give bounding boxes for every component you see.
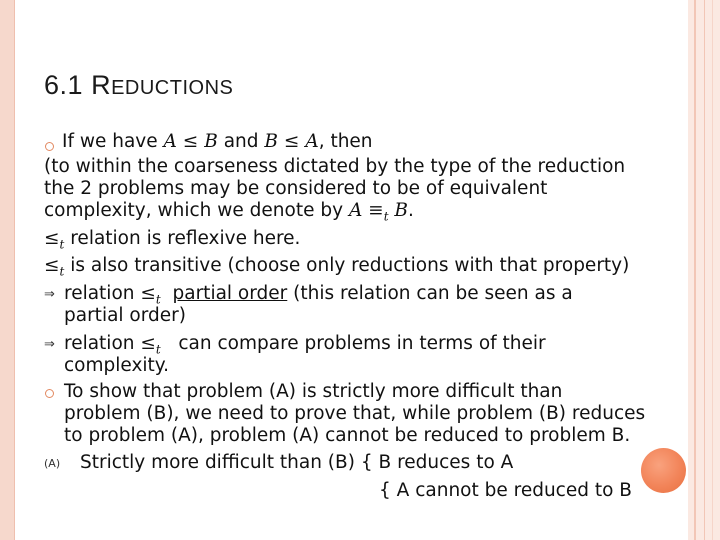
para1-line3: the 2 problems may be considered to be of equivalent (44, 178, 548, 199)
para1-line1 (62, 131, 373, 153)
partial-order-link[interactable]: partial order (172, 283, 288, 304)
para2-line1: To show that problem (A) is strictly more difficult than (64, 381, 563, 402)
math-sub: t (155, 342, 161, 357)
title-rest: EDUCTIONS (111, 77, 234, 99)
para2-line3: to problem (A), problem (A) cannot be reduced to problem B. (64, 425, 631, 446)
math-var: B (394, 200, 409, 221)
text: Strictly more difficult than (B) (80, 452, 355, 473)
math-sub: t (155, 292, 161, 307)
text: (this relation can be seen as a (293, 283, 573, 304)
text: B reduces to A (378, 452, 514, 473)
math-symbol: ≤ (182, 131, 199, 152)
line-reflexive (44, 228, 300, 256)
brace: { (360, 452, 373, 473)
decorative-orange-circle (641, 448, 686, 493)
para1-line4 (44, 200, 414, 228)
slide-right-border (688, 0, 720, 540)
slide-left-border (0, 0, 15, 540)
text: relation (64, 333, 135, 354)
text: can compare problems in terms of their (178, 333, 546, 354)
text: is also transitive (choose only reductions with that property) (70, 255, 630, 276)
arrow-item1-line2: partial order) (64, 305, 186, 326)
math-var: B (204, 131, 218, 152)
text: complexity, which we denote by (44, 200, 344, 221)
border-line (712, 0, 713, 540)
para1-line2: (to within the coarseness dictated by the type of the reduction (44, 156, 626, 177)
math-sub: t (59, 237, 65, 252)
text: . (408, 200, 414, 221)
border-line (694, 0, 696, 540)
marker-a: (A) (44, 457, 61, 470)
text: , then (318, 131, 373, 152)
slide-title (44, 70, 233, 101)
bullet-circle-icon (45, 389, 54, 398)
text: relation is reflexive here. (70, 228, 301, 249)
math-symbol: ≤ (140, 333, 156, 354)
math-var: A (163, 131, 177, 152)
title-initial: R (91, 70, 112, 100)
implies-arrow-icon: ⇒ (44, 287, 55, 302)
summary-line2 (379, 480, 632, 502)
border-line (704, 0, 705, 540)
arrow-item2-line2: complexity. (64, 355, 169, 376)
text: If we have (62, 131, 158, 152)
line-transitive (44, 255, 629, 283)
summary-line1 (80, 452, 513, 474)
text: and (223, 131, 259, 152)
math-sub: t (383, 209, 389, 224)
para2-line2: problem (B), we need to prove that, while problem (B) reduces (64, 403, 646, 424)
text: relation (64, 283, 135, 304)
math-symbol: ≤ (44, 228, 60, 249)
math-var: A (305, 131, 319, 152)
math-var: B (264, 131, 279, 152)
brace: { (379, 480, 391, 501)
implies-arrow-icon: ⇒ (44, 337, 55, 352)
math-equiv: A ≡ (348, 200, 384, 221)
title-number: 6.1 (44, 70, 84, 100)
math-sub: t (59, 264, 65, 279)
bullet-circle-icon (45, 142, 54, 151)
math-symbol: ≤ (140, 283, 156, 304)
math-symbol: ≤ (283, 131, 300, 152)
text: A cannot be reduced to B (396, 480, 632, 501)
math-symbol: ≤ (44, 255, 60, 276)
